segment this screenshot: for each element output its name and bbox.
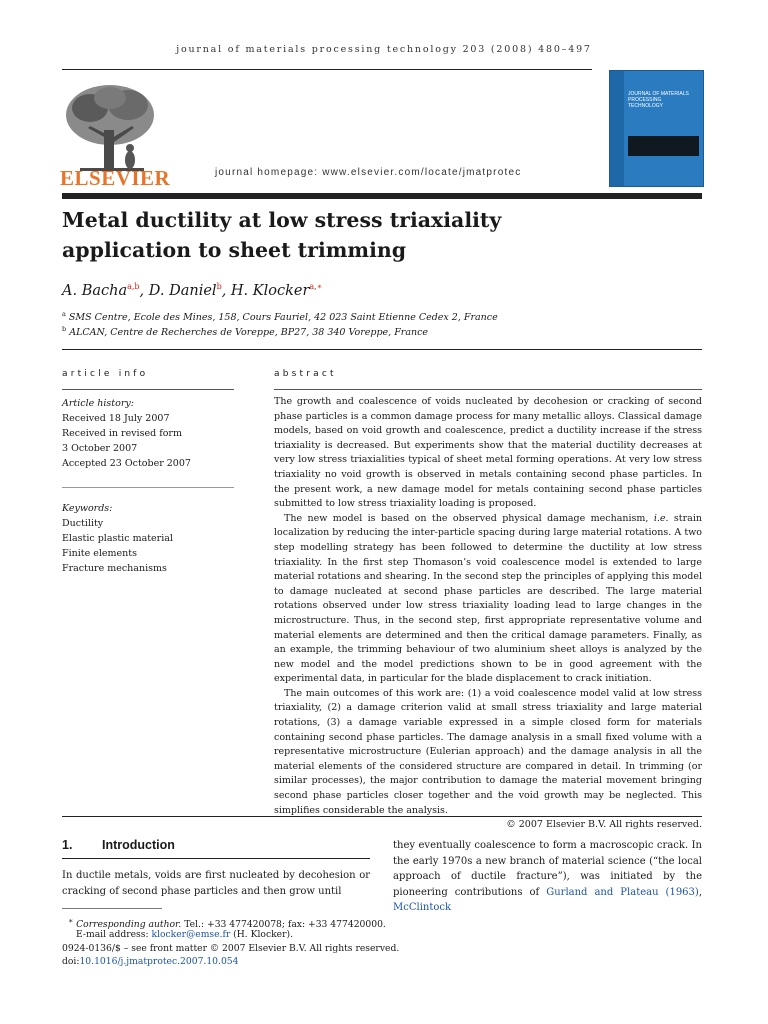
abstract-paragraph-3: The main outcomes of this work are: (1) a void coalescence model valid at low stress triaxiality, (2) a damage criterion valid at small stress triaxiality and large material rotations, (3) a damage variable expressed in a simple closed form for materials containing second phase particles. The damage analysis in a small fixed volume with a representative microstructure (Eulerian approach) and the damage analysis in all the material elements of the considered structure are compared in detail. In trimming (or similar processes), the major contribution to damage the material movement bringing second phase particles closer together and the void growth may be neglected. This simplifies considerable the analysis. (274, 687, 702, 816)
keywords-rule (62, 487, 234, 488)
section-rule (62, 858, 370, 859)
citation-link[interactable]: McClintock (393, 902, 452, 913)
author-sup[interactable]: a,∗ (309, 282, 323, 291)
author-sup[interactable]: b (216, 282, 222, 291)
author-name: D. Daniel (148, 282, 217, 299)
author-name: A. Bacha (62, 282, 128, 299)
abstract-paragraph-1: The growth and coalescence of voids nucleated by decohesion or cracking of second phase particles is a common damage process for many metallic alloys. Classical damage models, based on void growth and coalescence, predict a ductility increase if the stress triaxiality is decreased. But experiments show that the material ductility decreases at very low stress triaxialities typical of sheet metal forming operations. At very low stress triaxiality no void growth is observed in metals containing second phase particles. In the present work, a new damage model for metals containing second phase particles submitted to low stress triaxiality loading is proposed. (274, 396, 702, 510)
article-info-heading: article info (62, 369, 149, 379)
author-list: A. Bacha$^{a,b}$, D. Daniel$^b$, H. Klocker$^{a,∗}$ (62, 282, 323, 299)
history-line: Received 18 July 2007 (62, 413, 170, 424)
journal-homepage[interactable]: journal homepage: www.elsevier.com/locate/jmatprotec (215, 167, 522, 178)
affiliation-b: $^b$ ALCAN, Centre de Recherches de Voreppe, BP27, 38 340 Voreppe, France (62, 325, 429, 339)
intro-left-column (62, 868, 370, 899)
keywords-label: Keywords: (62, 503, 113, 514)
author-sup[interactable]: a,b (127, 282, 140, 291)
email-link[interactable]: klocker@emse.fr (151, 929, 231, 940)
intro-right-column (393, 838, 702, 916)
doi-note: doi:10.1016/j.jmatprotec.2007.10.054 (62, 956, 239, 967)
issn-note: 0924-0136/$ – see front matter © 2007 Elsevier B.V. All rights reserved. (62, 943, 400, 954)
intro-text-continued: they eventually coalescence to form a macroscopic crack. In the early 1970s a new branch of material science (“the local approach of ductile fracture”), was initiated by the pioneering contributions of Gurland and Plateau (1963), McClintock (393, 840, 702, 913)
section-heading-introduction (62, 838, 175, 852)
citation-link[interactable]: Gurland and Plateau (1963) (546, 886, 699, 898)
article-history (62, 396, 234, 471)
history-label: Article history: (62, 398, 134, 409)
affiliation-a: $^a$ SMS Centre, Ecole des Mines, 158, Cours Fauriel, 42 023 Saint Etienne Cedex 2, France (62, 310, 498, 324)
intro-text: In ductile metals, voids are first nucleated by decohesion or cracking of second phase particles and then grow until (62, 870, 370, 897)
copyright: © 2007 Elsevier B.V. All rights reserved. (506, 819, 702, 831)
affiliation-rule (62, 349, 702, 350)
section-number: 1. (62, 838, 73, 852)
elsevier-wordmark: ELSEVIER (60, 166, 171, 190)
running-head: journal of materials processing technology 203 (2008) 480–497 (176, 44, 592, 55)
cover-image (628, 136, 699, 156)
author-name: H. Klocker (230, 282, 310, 299)
abstract-heading: abstract (274, 369, 337, 379)
journal-cover-thumbnail (609, 70, 704, 187)
cover-title: JOURNAL OF MATERIALS PROCESSING TECHNOLOGY (628, 91, 689, 109)
corresponding-author-note: ∗ Corresponding author. Tel.: +33 477420078; fax: +33 477420000. (68, 916, 386, 931)
keyword: Fracture mechanisms (62, 563, 167, 574)
history-line: 3 October 2007 (62, 443, 138, 454)
abstract-rule (274, 389, 702, 390)
footnote-rule (62, 908, 162, 909)
header-rule (62, 69, 592, 70)
email-note: E-mail address: klocker@emse.fr (H. Klocker). (76, 929, 294, 940)
abstract-body (274, 395, 702, 833)
keywords (62, 501, 234, 576)
cover-stripe (610, 71, 624, 186)
keyword: Elastic plastic material (62, 533, 173, 544)
article-title: Metal ductility at low stress triaxiality application to sheet trimming (62, 208, 502, 262)
keyword: Finite elements (62, 548, 137, 559)
header-thick-rule (62, 193, 702, 199)
info-rule (62, 389, 234, 390)
section-title: Introduction (102, 838, 175, 852)
history-line: Accepted 23 October 2007 (62, 458, 191, 469)
history-line: Received in revised form (62, 428, 182, 439)
abstract-end-rule (62, 816, 702, 817)
doi-link[interactable]: 10.1016/j.jmatprotec.2007.10.054 (79, 956, 239, 967)
abstract-paragraph-2: The new model is based on the observed physical damage mechanism, i.e. strain localization by reducing the inter-particle spacing during large material rotations. A two step modelling strategy has been followed to determine the ductility at low stress triaxiality. In the first step Thomason’s void coalescence model is extended to large material rotations and shearing. In the second step the principles of applying this model to damage nucleated at second phase particles are described. The large material rotations observed under low stress triaxiality loading lead to large changes in the microstructure. Thus, in the second step, first appropriate representative volume and material elements are determined and then the critical damage parameters. Finally, as an example, the trimming behaviour of two aluminium sheet alloys is analyzed by the new model and the model predictions shown to be in good agreement with the experimental data, in particular for the blade displacement to crack initiation. (274, 512, 702, 685)
keyword: Ductility (62, 518, 104, 529)
